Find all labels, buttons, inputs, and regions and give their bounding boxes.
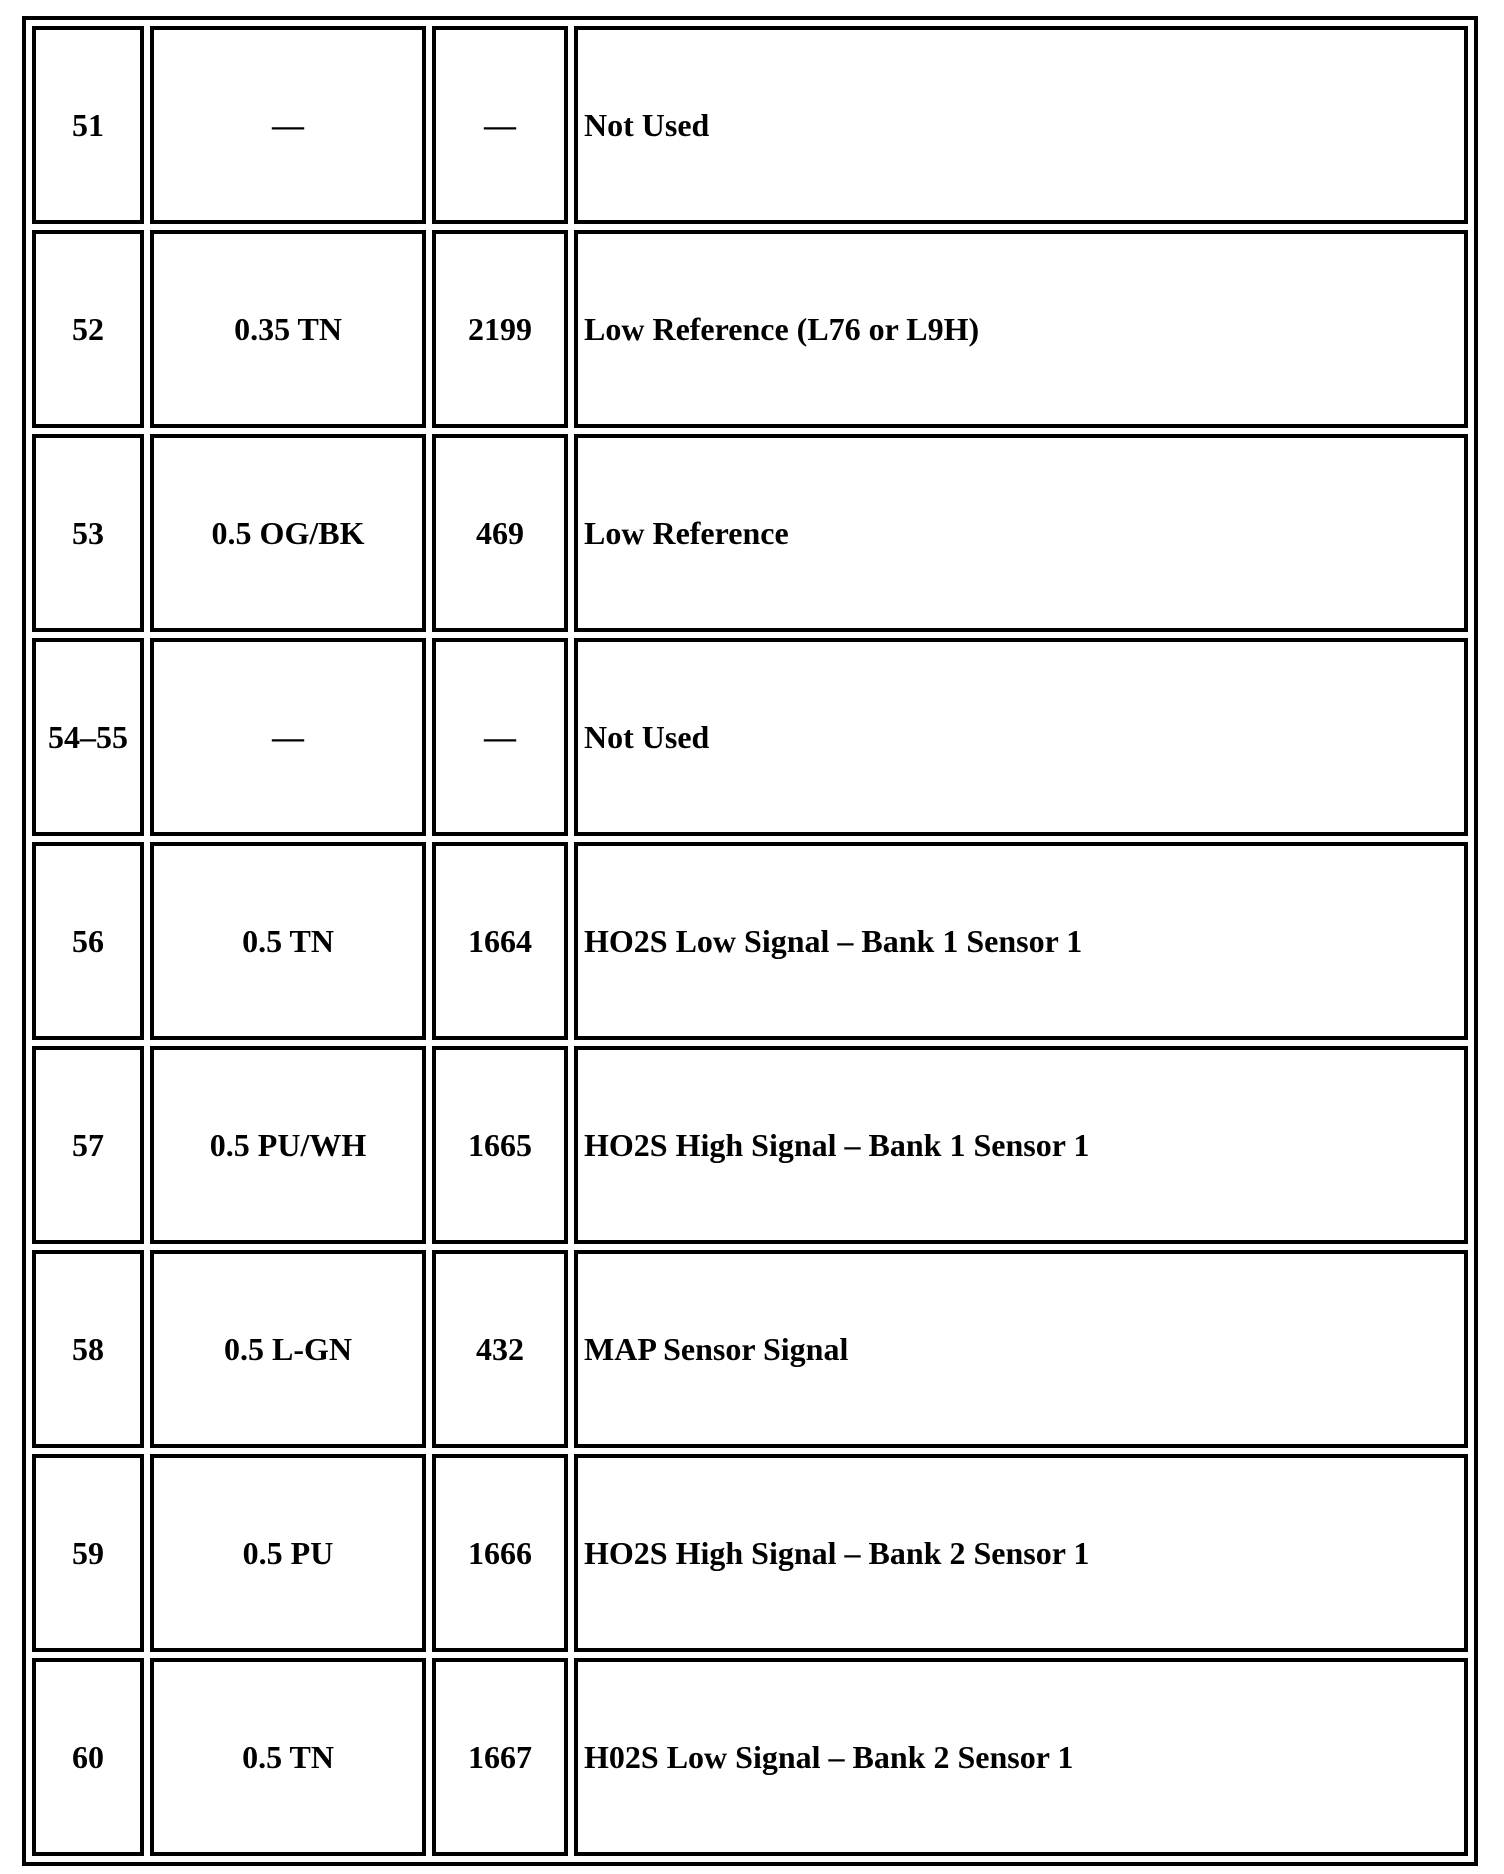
pin-number-cell: 52 [32,230,144,428]
wire-color-cell: 0.35 TN [150,230,426,428]
table-row [32,1454,1468,1652]
table-row [32,1250,1468,1448]
wire-color-cell: 0.5 PU/WH [150,1046,426,1244]
circuit-number-cell: 1665 [432,1046,568,1244]
table-row [32,26,1468,224]
pin-number-cell: 60 [32,1658,144,1856]
table-row [32,638,1468,836]
pin-number-cell: 51 [32,26,144,224]
circuit-number-cell: 1664 [432,842,568,1040]
wire-color-cell: 0.5 PU [150,1454,426,1652]
function-cell: Low Reference (L76 or L9H) [574,230,1468,428]
function-cell: Not Used [574,26,1468,224]
circuit-number-cell: — [432,26,568,224]
circuit-number-cell: 469 [432,434,568,632]
pin-number-cell: 57 [32,1046,144,1244]
function-cell: MAP Sensor Signal [574,1250,1468,1448]
function-cell: Low Reference [574,434,1468,632]
function-cell: HO2S High Signal – Bank 1 Sensor 1 [574,1046,1468,1244]
circuit-number-cell: 1666 [432,1454,568,1652]
circuit-number-cell: 2199 [432,230,568,428]
table-row [32,230,1468,428]
circuit-number-cell: 1667 [432,1658,568,1856]
pin-number-cell: 53 [32,434,144,632]
function-cell: HO2S High Signal – Bank 2 Sensor 1 [574,1454,1468,1652]
wire-color-cell: 0.5 TN [150,1658,426,1856]
circuit-number-cell: 432 [432,1250,568,1448]
function-cell: Not Used [574,638,1468,836]
function-cell: H02S Low Signal – Bank 2 Sensor 1 [574,1658,1468,1856]
wire-color-cell: — [150,26,426,224]
wire-color-cell: 0.5 TN [150,842,426,1040]
pin-number-cell: 54–55 [32,638,144,836]
circuit-number-cell: — [432,638,568,836]
table-row [32,1658,1468,1856]
table-row [32,434,1468,632]
function-cell: HO2S Low Signal – Bank 1 Sensor 1 [574,842,1468,1040]
table-row [32,1046,1468,1244]
wire-color-cell: — [150,638,426,836]
table-row [32,842,1468,1040]
pin-number-cell: 58 [32,1250,144,1448]
wire-color-cell: 0.5 OG/BK [150,434,426,632]
connector-pinout-table [22,16,1478,1866]
pin-number-cell: 59 [32,1454,144,1652]
pin-number-cell: 56 [32,842,144,1040]
wire-color-cell: 0.5 L-GN [150,1250,426,1448]
